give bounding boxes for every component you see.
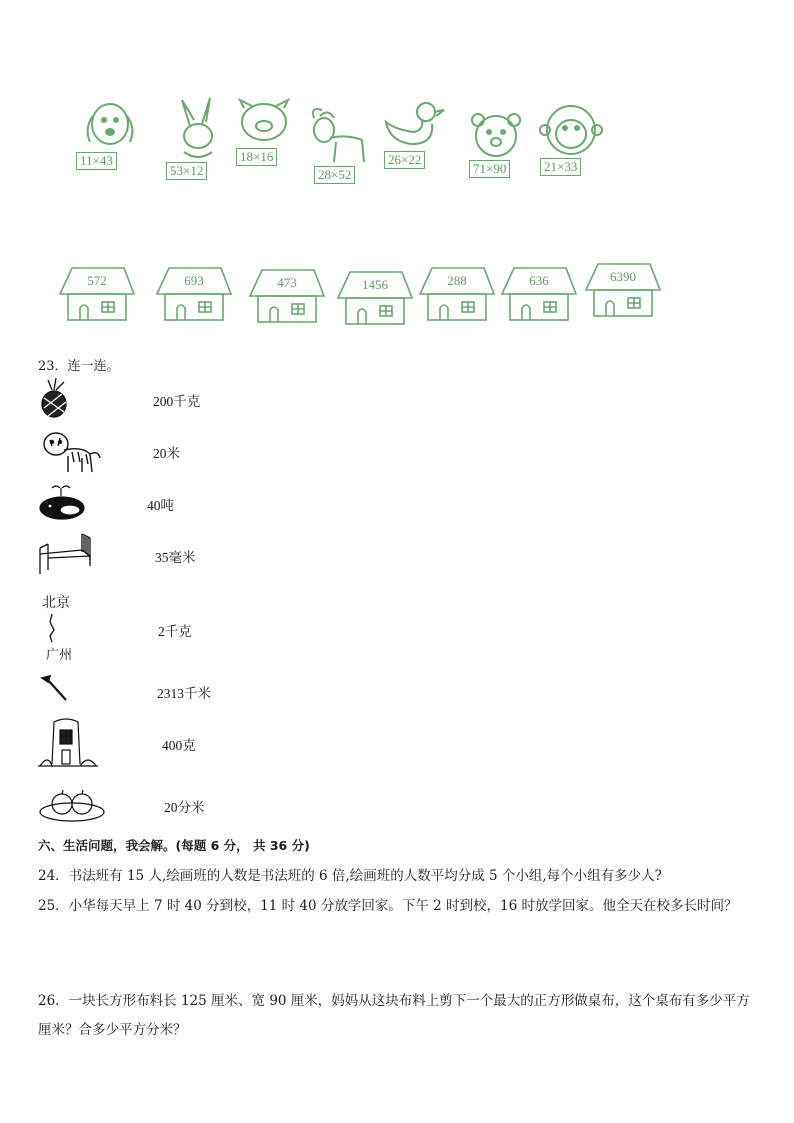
label-2: 20米 (153, 446, 180, 461)
label-3: 40吨 (147, 498, 174, 513)
label-1: 200千克 (153, 394, 201, 409)
dog-sign: 11×43 (76, 152, 117, 170)
question-25: 25．小华每天早上 7 时 40 分到校，11 时 40 分放学回家。下午 2 时到校，16 时放学回家。他全天在校多长时间？ (38, 898, 738, 914)
goat-icon (306, 104, 372, 170)
route-map-figure (38, 592, 84, 664)
pineapple-figure (38, 378, 72, 422)
house-7 (584, 260, 662, 320)
tiger-icon (38, 428, 102, 476)
bed-icon (38, 530, 92, 576)
house-number: 6390 (610, 269, 636, 284)
pig-figure (234, 98, 294, 148)
fruit-plate-icon (38, 784, 108, 824)
building-icon (38, 714, 98, 768)
q23-title: 23．连一连。 (38, 359, 120, 374)
building-figure (38, 714, 98, 772)
house-2 (155, 264, 233, 324)
house-5 (418, 264, 496, 324)
rabbit-sign: 53×12 (166, 162, 207, 180)
house-4 (336, 268, 414, 328)
label-6: 2313千米 (157, 686, 211, 701)
map-city-top: 北京 (42, 595, 70, 611)
bear-sign: 71×90 (469, 160, 510, 178)
goat-figure (306, 104, 372, 170)
house-6 (500, 264, 578, 324)
pineapple-icon (38, 378, 72, 418)
duck-sign: 26×22 (384, 151, 425, 169)
label-8: 20分米 (164, 800, 205, 815)
house-number: 693 (184, 273, 204, 288)
house-1 (58, 264, 136, 324)
house-number: 572 (87, 273, 107, 288)
fruit-plate-figure (38, 784, 108, 828)
map-city-bottom: 广州 (46, 648, 73, 663)
house-number: 473 (277, 275, 297, 290)
monkey-sign: 21×33 (540, 158, 581, 176)
house-number: 636 (529, 273, 549, 288)
bed-figure (38, 530, 92, 580)
question-26-line-2: 厘米？合多少平方分米？ (38, 1022, 187, 1038)
nail-figure (38, 674, 72, 708)
pig-sign: 18×16 (236, 148, 277, 166)
section-6-title: 六、生活问题，我会解。(每题 6 分， 共 36 分) (38, 838, 310, 853)
label-7: 400克 (162, 738, 196, 753)
nail-icon (38, 674, 72, 704)
pig-icon (234, 98, 294, 148)
house-3 (248, 266, 326, 326)
duck-figure (382, 100, 446, 150)
goat-sign: 28×52 (314, 166, 355, 184)
bear-icon (468, 110, 524, 162)
whale-figure (38, 484, 88, 526)
tiger-figure (38, 428, 102, 480)
monkey-figure (538, 102, 604, 158)
rabbit-figure (168, 96, 228, 166)
label-5: 2千克 (158, 624, 192, 639)
house-number: 1456 (362, 277, 388, 292)
question-24: 24．书法班有 15 人,绘画班的人数是书法班的 6 倍,绘画班的人数平均分成 5 个小组,每个小组有多少人? (38, 868, 662, 884)
label-4: 35毫米 (155, 550, 196, 565)
house-number: 288 (447, 273, 467, 288)
rabbit-icon (168, 96, 228, 166)
question-26-line-1: 26．一块长方形布料长 125 厘米、宽 90 厘米，妈妈从这块布料上剪下一个最大的正方形做桌布，这个桌布有多少平方 (38, 993, 750, 1009)
duck-icon (382, 100, 446, 150)
whale-icon (38, 484, 88, 522)
bear-figure (468, 110, 524, 162)
monkey-icon (538, 102, 604, 158)
